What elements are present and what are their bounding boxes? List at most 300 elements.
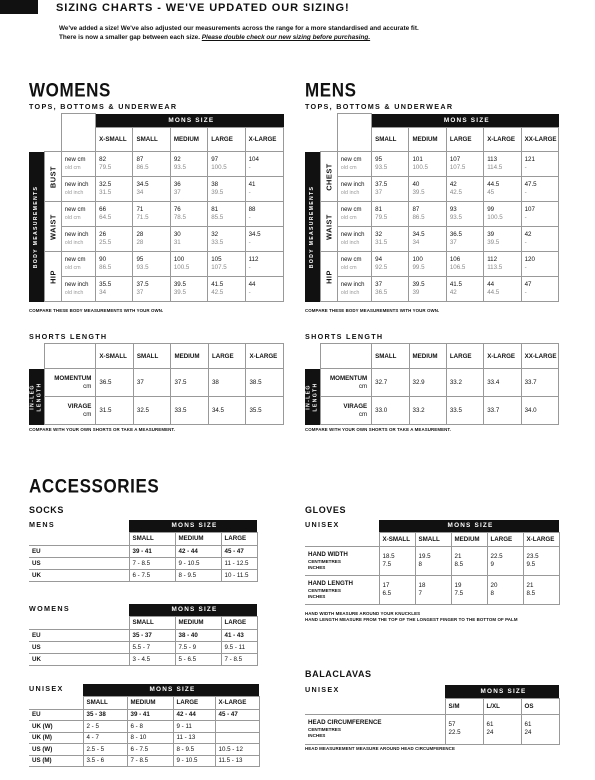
- new-value: 40: [412, 180, 420, 188]
- value-inch: 24: [486, 729, 494, 736]
- shorts-value: 34.0: [521, 397, 558, 425]
- socks-mens-label: MENS: [29, 520, 55, 529]
- column-header: SMALL: [129, 532, 175, 545]
- shorts-value: 33.4: [484, 369, 521, 397]
- measure-value: [208, 227, 245, 252]
- old-value: 37: [449, 239, 457, 246]
- value-inch: 9.5: [526, 560, 536, 568]
- new-value: 42: [524, 230, 532, 238]
- new-label: new inch: [340, 231, 365, 238]
- measure-value: [372, 177, 409, 202]
- old-value: 113.5: [487, 264, 503, 271]
- gloves-note-2: HAND LENGTH MEASURE FROM THE TOP OF THE LONGEST FINGER TO THE BOTTOM OF PALM: [305, 617, 518, 622]
- new-value: 92: [173, 155, 181, 163]
- new-value: 112: [248, 255, 259, 263]
- blank-cell: [44, 344, 96, 369]
- old-label: old cm: [64, 265, 81, 271]
- region-label: US: [29, 641, 129, 653]
- old-value: 107.5: [449, 164, 466, 171]
- new-value: 39: [487, 230, 495, 238]
- value-cm: 20: [490, 581, 498, 589]
- shorts-value: 31.5: [96, 397, 134, 425]
- blank-cell: [305, 114, 320, 128]
- header-intro: [59, 24, 579, 42]
- sock-size-value: 6 - 8: [127, 721, 173, 733]
- glove-value: [415, 546, 451, 575]
- blank-cell: [305, 685, 445, 698]
- measure-value: [245, 177, 283, 202]
- mens-size-table: [305, 113, 559, 302]
- value-inch: 8: [418, 560, 422, 568]
- group-name: CHEST: [324, 162, 334, 191]
- new-value: 37.5: [375, 180, 388, 188]
- header-black-block: [0, 0, 38, 14]
- old-value: -: [248, 289, 251, 296]
- glove-measure-label: [305, 546, 379, 575]
- womens-title: WOMENS: [29, 79, 111, 101]
- measure-value: [245, 202, 283, 227]
- new-value: 44.5: [487, 180, 500, 188]
- column-header: SMALL: [372, 128, 409, 152]
- shorts-value: 33.5: [171, 397, 209, 425]
- measure-label: [337, 177, 371, 202]
- new-label: new inch: [64, 231, 89, 238]
- sock-size-value: 35 - 38: [83, 709, 127, 721]
- sock-size-value: 8 - 10: [127, 732, 173, 744]
- old-value: 71.5: [136, 214, 149, 221]
- old-value: 100.5: [487, 214, 503, 221]
- old-value: 64.5: [99, 214, 112, 221]
- new-value: 42: [449, 180, 457, 188]
- sock-size-value: 42 - 44: [173, 709, 215, 721]
- column-header: MEDIUM: [409, 128, 446, 152]
- new-value: 38: [211, 180, 219, 188]
- new-value: 41: [248, 180, 256, 188]
- old-value: 31: [173, 239, 181, 246]
- new-value: 47: [524, 280, 532, 288]
- mons-size-header: MONS SIZE: [129, 520, 257, 532]
- shorts-value: 33.5: [446, 397, 483, 425]
- sock-size-value: 2 - 5: [83, 721, 127, 733]
- old-value: 100.5: [173, 264, 190, 271]
- new-value: 101: [412, 155, 423, 163]
- womens-inleg-length-label: [29, 369, 44, 425]
- old-value: 39.5: [173, 289, 186, 296]
- sock-size-value: 5.5 - 7: [129, 641, 175, 653]
- gloves-note-1: HAND WIDTH MEASURE AROUND YOUR KNUCKLES: [305, 611, 421, 616]
- new-value: 35.5: [99, 280, 112, 288]
- measure-name: HAND WIDTH: [308, 550, 348, 558]
- value-inch: 6.5: [382, 589, 392, 597]
- head-value: [445, 714, 483, 744]
- old-value: 93.5: [375, 164, 388, 171]
- region-label: UK: [29, 653, 129, 665]
- mons-size-header: MONS SIZE: [129, 604, 257, 616]
- group-label-hip: [320, 252, 337, 302]
- old-label: old inch: [64, 290, 84, 296]
- shorts-value: 34.5: [208, 397, 246, 425]
- measure-value: [96, 202, 133, 227]
- old-value: 79.5: [375, 214, 388, 221]
- womens-size-table: [29, 113, 284, 302]
- old-value: -: [248, 214, 251, 221]
- sock-size-value: 11 - 12.5: [221, 557, 257, 569]
- sock-size-value: 10.5 - 12: [215, 744, 259, 756]
- new-value: 41.5: [449, 280, 462, 288]
- value-cm: 19.5: [418, 552, 431, 560]
- socks-womens-table: [29, 604, 258, 666]
- measure-value: [133, 202, 170, 227]
- blank-cell: [320, 344, 372, 369]
- shorts-value: 33.7: [521, 369, 558, 397]
- old-value: 100.5: [211, 164, 227, 171]
- mens-note: COMPARE THESE BODY MEASUREMENTS WITH YOUR OWN.: [305, 308, 440, 313]
- measure-value: [446, 177, 483, 202]
- sock-size-value: 9 - 11: [173, 721, 215, 733]
- new-value: 95: [136, 255, 144, 263]
- mens-shorts-title: SHORTS LENGTH: [305, 332, 384, 341]
- shorts-value: 37.5: [171, 369, 209, 397]
- style-unit: cm: [83, 410, 92, 418]
- value-inch: 7.5: [382, 560, 392, 568]
- old-value: 100.5: [412, 164, 428, 171]
- old-value: 42: [449, 289, 457, 296]
- value-cm: 61: [486, 721, 494, 728]
- measure-label: [61, 252, 95, 277]
- blank-cell: [61, 128, 95, 152]
- old-label: old inch: [340, 190, 360, 196]
- old-value: 114.5: [487, 164, 503, 171]
- column-header: X-LARGE: [215, 696, 259, 709]
- balaclavas-mons-size-header: MONS SIZE: [445, 685, 559, 698]
- measure-value: [208, 152, 245, 177]
- new-value: 76: [173, 205, 181, 213]
- socks-unisex-table: [29, 684, 260, 767]
- old-value: 93.5: [136, 264, 149, 271]
- intro-line-1: We've added a size! We've also adjusted our measurements across the range for a more standardised and accurate fit.: [59, 25, 419, 32]
- region-label: US (W): [29, 744, 83, 756]
- old-value: -: [248, 164, 251, 171]
- old-value: 107.5: [211, 264, 227, 271]
- measure-value: [409, 202, 446, 227]
- new-value: 32: [211, 230, 219, 238]
- region-label: UK (W): [29, 721, 83, 733]
- value-inch: 7: [418, 589, 422, 597]
- new-value: 82: [99, 155, 107, 163]
- old-value: 92.5: [375, 264, 388, 271]
- old-value: 42.5: [211, 289, 224, 296]
- unit-inch: INCHES: [308, 593, 326, 599]
- accessories-title: ACCESSORIES: [29, 475, 160, 497]
- value-cm: 18.5: [382, 552, 395, 560]
- column-header: X-LARGE: [245, 128, 283, 152]
- new-label: new cm: [64, 206, 86, 213]
- value-inch: 7.5: [454, 589, 464, 597]
- new-value: 39.5: [412, 280, 425, 288]
- column-header: LARGE: [446, 128, 483, 152]
- measure-value: [208, 252, 245, 277]
- new-value: 47.5: [524, 180, 537, 188]
- socks-mens-table: [29, 520, 258, 582]
- blank-cell: [337, 114, 371, 128]
- new-value: 100: [173, 255, 185, 263]
- measure-value: [372, 252, 409, 277]
- new-value: 44: [248, 280, 256, 288]
- style-unit: cm: [358, 382, 368, 390]
- value-cm: 23.5: [526, 552, 539, 560]
- old-value: 106.5: [449, 264, 466, 271]
- old-value: 39.5: [487, 239, 500, 246]
- new-label: new cm: [340, 206, 362, 213]
- measure-value: [208, 277, 245, 302]
- column-header: LARGE: [173, 696, 215, 709]
- column-header: X-LARGE: [246, 344, 284, 369]
- head-value: [521, 714, 559, 744]
- style-unit: cm: [358, 410, 368, 418]
- shorts-value: 38: [208, 369, 246, 397]
- sock-size-value: 2.5 - 5: [83, 744, 127, 756]
- shorts-style-label: [320, 397, 372, 425]
- mens-body-measurements-label: [305, 152, 320, 302]
- old-value: 25.5: [99, 239, 112, 246]
- new-value: 66: [99, 205, 107, 213]
- style-name: VIRAGE: [343, 402, 368, 410]
- measure-label: [61, 202, 95, 227]
- measure-name: HAND LENGTH: [308, 579, 354, 587]
- sock-size-value: 8 - 9.5: [175, 569, 221, 581]
- sock-size-value: 7 - 8.5: [221, 653, 257, 665]
- old-value: 36.5: [375, 289, 388, 296]
- shorts-style-label: [44, 397, 96, 425]
- sock-size-value: 5 - 6.5: [175, 653, 221, 665]
- old-value: 28: [136, 239, 144, 246]
- womens-shorts-table: [29, 343, 284, 425]
- blank-cell: [44, 114, 61, 128]
- measure-value: [521, 227, 558, 252]
- sock-size-value: 7.5 - 9: [175, 641, 221, 653]
- column-header: X-LARGE: [484, 344, 521, 369]
- sock-size-value: 4 - 7: [83, 732, 127, 744]
- old-value: 93.5: [449, 214, 462, 221]
- old-value: 85.5: [211, 214, 224, 221]
- region-label: UK (M): [29, 732, 83, 744]
- new-value: 32.5: [99, 180, 112, 188]
- intro-link[interactable]: Please double check our new sizing before purchasing.: [201, 34, 371, 41]
- measure-value: [170, 277, 207, 302]
- old-value: 86.5: [99, 264, 112, 271]
- old-value: 42.5: [449, 189, 462, 196]
- sock-size-value: 3.5 - 6: [83, 755, 127, 767]
- old-value: 34: [136, 189, 144, 196]
- style-name: VIRAGE: [67, 402, 92, 410]
- column-header: SMALL: [415, 532, 451, 546]
- side-label: IN-LEG LENGTH: [305, 381, 319, 412]
- measure-value: [208, 202, 245, 227]
- blank-cell: [320, 114, 337, 128]
- new-value: 94: [375, 255, 383, 263]
- new-value: 37: [375, 280, 383, 288]
- new-value: 39.5: [173, 280, 186, 288]
- group-name: HIP: [48, 269, 58, 284]
- measure-value: [446, 202, 483, 227]
- new-value: 30: [173, 230, 181, 238]
- new-value: 71: [136, 205, 144, 213]
- sock-size-value: 9.5 - 11: [221, 641, 257, 653]
- column-header: MEDIUM: [409, 344, 446, 369]
- measure-label: [61, 177, 95, 202]
- new-value: 34.5: [412, 230, 425, 238]
- old-value: 34: [412, 239, 420, 246]
- womens-note: COMPARE THESE BODY MEASUREMENTS WITH YOUR OWN.: [29, 308, 164, 313]
- sock-size-value: 38 - 40: [175, 629, 221, 641]
- sock-size-value: 7 - 8.5: [127, 755, 173, 767]
- value-cm: 57: [448, 721, 456, 728]
- womens-subtitle: TOPS, BOTTOMS & UNDERWEAR: [29, 102, 178, 111]
- old-label: old cm: [64, 165, 81, 171]
- new-value: 81: [375, 205, 383, 213]
- head-measure-label: [305, 714, 445, 744]
- column-header: LARGE: [221, 616, 257, 629]
- old-label: old cm: [340, 265, 357, 271]
- blank-cell: [305, 344, 320, 369]
- value-inch: 22.5: [448, 729, 461, 736]
- glove-value: [451, 546, 487, 575]
- column-header: X-LARGE: [484, 128, 521, 152]
- old-value: 86.5: [136, 164, 149, 171]
- measure-value: [446, 252, 483, 277]
- measure-value: [521, 202, 558, 227]
- measure-value: [96, 227, 133, 252]
- new-value: 32: [375, 230, 383, 238]
- measure-value: [372, 277, 409, 302]
- mens-inleg-length-label: [305, 369, 320, 425]
- womens-shorts-note: COMPARE WITH YOUR OWN SHORTS OR TAKE A MEASUREMENT.: [29, 427, 176, 432]
- measure-value: [521, 252, 558, 277]
- group-name: WAIST: [48, 213, 58, 240]
- sock-size-value: 10 - 11.5: [221, 569, 257, 581]
- old-value: 93.5: [173, 164, 186, 171]
- new-value: 120: [524, 255, 535, 263]
- sock-size-value: 11.5 - 13: [215, 755, 259, 767]
- old-value: 39: [412, 289, 420, 296]
- new-label: new inch: [340, 181, 365, 188]
- sock-size-value: 39 - 41: [127, 709, 173, 721]
- unit-inch: INCHES: [308, 733, 326, 738]
- balaclavas-note: HEAD MEASUREMENT MEASURE AROUND HEAD CIRCUMFERENCE: [305, 746, 455, 751]
- measure-value: [484, 152, 521, 177]
- new-value: 107: [449, 155, 461, 163]
- group-label-chest: [320, 152, 337, 202]
- blank-cell: [29, 696, 83, 709]
- column-header: MEDIUM: [127, 696, 173, 709]
- new-value: 36.5: [449, 230, 462, 238]
- column-header: LARGE: [221, 532, 257, 545]
- socks-title: SOCKS: [29, 505, 65, 515]
- socks-womens-label: WOMENS: [29, 604, 70, 613]
- measure-value: [484, 202, 521, 227]
- value-inch: 24: [524, 729, 532, 736]
- new-value: 34.5: [248, 230, 261, 238]
- side-label: BODY MEASUREMENTS: [33, 185, 40, 268]
- old-label: old inch: [340, 290, 360, 296]
- new-value: 26: [99, 230, 107, 238]
- old-value: 31.5: [375, 239, 388, 246]
- measure-value: [521, 177, 558, 202]
- blank-cell: [337, 128, 371, 152]
- sock-size-value: 42 - 44: [175, 545, 221, 557]
- sock-size-value: [215, 721, 259, 733]
- intro-line-2: There is now a smaller gap between each size.: [59, 34, 202, 41]
- measure-value: [446, 227, 483, 252]
- blank-cell: [29, 616, 129, 629]
- group-label-hip: [44, 252, 61, 302]
- column-header: SMALL: [133, 344, 171, 369]
- measure-value: [133, 277, 170, 302]
- measure-value: [133, 252, 170, 277]
- old-value: 86.5: [412, 214, 425, 221]
- measure-value: [372, 152, 409, 177]
- column-header: XX-LARGE: [521, 128, 558, 152]
- mens-title: MENS: [305, 79, 357, 101]
- measure-label: [61, 227, 95, 252]
- new-value: 105: [211, 255, 222, 263]
- blank-cell: [29, 520, 129, 532]
- measure-value: [133, 227, 170, 252]
- shorts-value: 32.9: [409, 369, 446, 397]
- old-value: -: [524, 164, 527, 171]
- page-title: SIZING CHARTS - WE'VE UPDATED OUR SIZING!: [56, 2, 350, 14]
- new-value: 34.5: [136, 180, 149, 188]
- new-value: 97: [211, 155, 219, 163]
- value-cm: 21: [526, 581, 534, 589]
- blank-cell: [44, 128, 61, 152]
- new-label: new cm: [340, 256, 362, 263]
- column-header: SMALL: [133, 128, 170, 152]
- column-header: XX-LARGE: [521, 344, 558, 369]
- column-header: LARGE: [208, 344, 246, 369]
- old-label: old inch: [64, 190, 84, 196]
- glove-value: [451, 575, 487, 604]
- measure-label: [337, 277, 371, 302]
- measure-value: [170, 177, 207, 202]
- old-value: 78.5: [173, 214, 186, 221]
- unit-cm: CENTIMETRES: [308, 727, 341, 732]
- new-value: 93: [449, 205, 457, 213]
- value-inch: 8.5: [454, 560, 464, 568]
- measure-value: [484, 227, 521, 252]
- region-label: UK: [29, 569, 129, 581]
- column-header: X-SMALL: [96, 128, 133, 152]
- sock-size-value: 9 - 10.5: [173, 755, 215, 767]
- new-value: 81: [211, 205, 219, 213]
- old-value: -: [524, 289, 527, 296]
- shorts-value: 32.7: [372, 369, 409, 397]
- gloves-table: [305, 520, 560, 605]
- blank-cell: [320, 128, 337, 152]
- old-value: 39.5: [412, 189, 425, 196]
- side-label: BODY MEASUREMENTS: [309, 185, 316, 268]
- region-label: US (M): [29, 755, 83, 767]
- column-header: LARGE: [487, 532, 523, 546]
- sock-size-value: 3 - 4.5: [129, 653, 175, 665]
- measure-label: [337, 252, 371, 277]
- value-inch: 9: [490, 560, 494, 568]
- measure-value: [484, 177, 521, 202]
- new-value: 95: [375, 155, 383, 163]
- value-cm: 22.5: [490, 552, 503, 560]
- group-label-bust: [44, 152, 61, 202]
- value-inch: 8.5: [526, 589, 536, 597]
